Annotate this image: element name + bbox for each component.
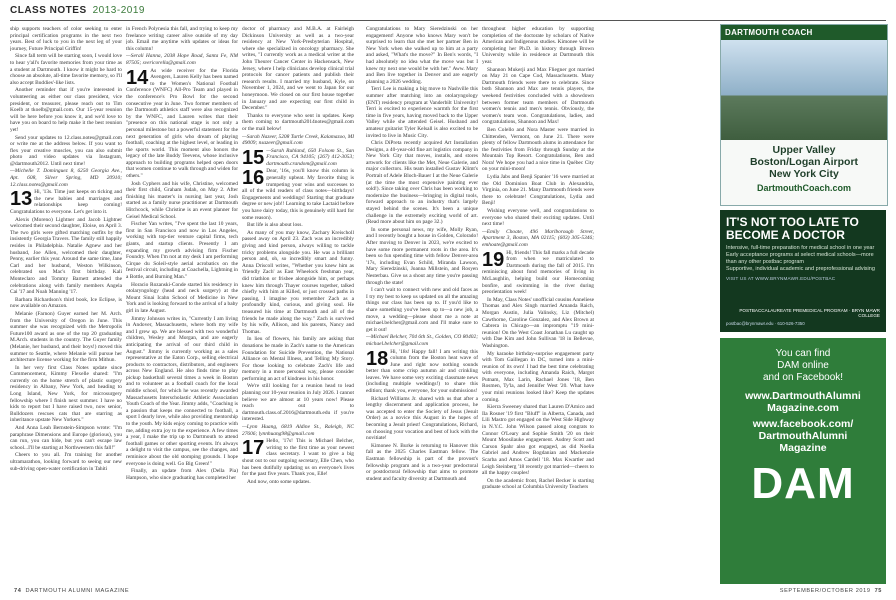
destination-nyc: New York City <box>769 168 839 180</box>
ad-bullet: Supportive, individual academic and preprofessional advising <box>726 266 875 272</box>
url-part: DartmouthAlumni <box>758 430 848 442</box>
paragraph: Terri Lee is making a big move to Nashville this summer after matching into an otolaryngology (ENT) residency program at Vanderbilt University! Terri is excited to experience warmth for the first time in five years, having moved back to the Upper Valley while she attended Geisel. Husband and amateur guitarist Tyler Kelsall is also excited to be invited to live in Music City. <box>366 86 478 139</box>
destination-upper-valley: Upper Valley <box>772 144 836 156</box>
paragraph: And now, onto some updates. <box>247 478 311 485</box>
section-title-text: CLASS NOTES <box>10 5 87 16</box>
paragraph: In some personal news, my wife, Molly Ryan, and I recently bought a house in Golden, Colorado! After moving to Denver in 2023, we're excited to have some more permanent roots in the area. It's been so fun spending time with fellow Denver-area '17s, including Evan Schild, Miranda Lawson, Mary Sieredzinski, Joanna Millstein, and Rosyen Nesterbau. Give us a shout any time you're passing through the state! <box>366 226 478 286</box>
paragraph: We're still looking for a reunion head to lead planning our 10-year reunion in July 2026. I cannot believe we are almost at 10 years now! Please reach out to dartmouth.class.of.2016@dartmouth.edu if you're interested. <box>242 383 354 423</box>
paragraph: Cheers to you all. I'm training for another ultramarathon, looking forward to seeing our new sub-driving open-water certification in Tahiti <box>10 452 122 472</box>
paragraph: Send your updates to 12.class.notes@gmail.com or write me at the address below. If you want to flex your creative muscles, you can also submit photo and video updates via Instagram, @dartmouth2012. Until next time! <box>10 134 122 167</box>
section-years: 2013-2019 <box>92 5 145 16</box>
footer-left <box>10 588 129 594</box>
ad-destinations <box>721 140 887 180</box>
text-column-3 <box>242 26 354 582</box>
footer-right <box>780 588 886 594</box>
paragraph: ship supports teachers of color seeking to enter principal certification programs in the next two years. Best of luck to you in the next leg of your journey, Future Principal Griffin! <box>10 26 122 52</box>
paragraph: Fischer Yan writes, "I've spent the last 10 years, first in San Francisco and now in Los Angeles, working with top-tier venture capital firms, tech giants, and startup clients. Presently I am expanding my growth advising firm Fischer Foundry. When I'm not at my desk I am performing Cirque du Soleil-style aerial acrobatics on the festival circuit, including at Coachella, Lightning in a Bottle, and Burning Man." <box>126 221 238 280</box>
paragraph: Kimonee N. Burke is returning to Hanover this fall as the 2025 Charles Eastman fellow. The Eastman fellowship is part of the provost's fellowship program and is a two-year predoctoral or postdoctoral fellowship that aims to promote student and faculty diversity at Dartmouth and <box>366 442 478 482</box>
ad-column <box>720 24 886 584</box>
facebook-link[interactable] <box>720 414 886 454</box>
paragraph <box>242 168 354 221</box>
paragraph <box>366 349 478 395</box>
paragraph-text: Hi, friends! This fall marks a full decade from when we matriculated to Dartmouth during the fall of 2015. I'm reminiscing about fond memories of living in McLaughlin, helping build our Homecoming bonfire, and swimming in the river during preorientation week! <box>482 249 594 296</box>
paragraph: throughout higher education by supporting completion of the doctorate by scholars of Native American and Indigenous studies. Kimonee will be completing her Ph.D. in history through Brown University while in residence at Dartmouth this year. <box>482 26 594 65</box>
ad-bullet: Intensive, full-time preparation for medical school in one year <box>726 245 875 251</box>
magazine-name: DARTMOUTH ALUMNI MAGAZINE <box>25 588 130 594</box>
greeting: Hi, '13s. <box>34 189 53 196</box>
paragraph: Congratulations to Mary Sieredzinski on her engagement! Anyone who knows Mary won't be surprised to learn that she met her partner Ben in New York when she walked up to him at a party and asked, "What's the move?" In Ben's words, "I had absolutely no idea what the move was but I knew my next one would be with her." Aww. Mary and Ben live together in Denver and are eagerly planning a 2026 wedding. <box>366 26 478 85</box>
paragraph: Shannon Mukerji and Max Fliegner got married on May 21 on Cape Cod, Massachusetts. Many Dartmouth friends were there to celebrate. Since both Shannon and Max are tennis players, the weekend festivities concluded with a showdown between former team members of Dartmouth women's tennis and men's tennis. Obviously, the women's team won. Congratulations, ladies, and congratulations, Shannon and Max! <box>482 66 594 126</box>
bus-photo <box>721 40 887 140</box>
text-column-4 <box>366 26 478 582</box>
paragraph-text: As wide receiver for the Florida Avengers, Lauren Kelly has been named to the Women's National Football Conference (WNFC) All-Pro Team and played in the conference's Pro Bowl for the second consecutive year in June. Two former members of the Dartmouth athletics staff were also recognized by the WNFC, and Lauren writes that their "presence on this national stage is not only a personal milestone but a powerful statement for the next generation of girls who dream of playing football, coaching at the highest level, or leading in the sports world. This moment also honors the legacy of the late Buddy Teevens, whose inclusive approach to building programs helped open doors that women continue to walk through and widen for others." <box>126 67 238 180</box>
text-column-5 <box>482 26 594 582</box>
signature: —Sarah Nazeer, 5208 Turtle Creek, Kalamazoo, MI 49009; nsazeer@gmail.com <box>242 133 354 147</box>
url-part: www.DartmouthAlumni <box>745 390 861 402</box>
url-part: Magazine <box>779 442 827 454</box>
paragraph: Ben Colello and Nora Master were married in Chittenden, Vermont, on June 21. There were plenty of fellow Dartmouth alums in attendance for the festivities from Friday through Sunday at the Mountain Top Resort. Congratulations, Ben and Nora! We hope you had a nice time in Québec City on your mini-moon! <box>482 126 594 173</box>
paragraph: Lydia Jabs and Benji Spanier '16 were married at the Old Dominion Boat Club in Alexandria, Virginia, on June 21. Many Dartmouth friends were there to celebrate! Congratulations, Lydia and Benji! <box>482 174 594 207</box>
dartmouth-coach-ad[interactable] <box>720 24 888 206</box>
greeting: Hi, '18s! <box>390 348 410 355</box>
paragraph <box>126 68 238 180</box>
bryn-mawr-logo: POSTBACCALAUREATE PREMEDICAL PROGRAM · BRYN MAWR COLLEGE <box>739 308 880 318</box>
url-part: Magazine.com <box>767 402 839 414</box>
class-year-numeral: 16 <box>242 167 265 190</box>
dam-logo: DAM <box>751 459 855 508</box>
page-number-right: 75 <box>874 588 882 594</box>
paragraph: doctor of pharmacy and M.B.A. at Fairleigh Dickinson University as well as a two-year residency at New York-Presbyterian Hospital, where she specialized in oncology pharmacy. She writes, "I currently work as a medical writer at the John Theurer Cancer Center in Hackensack, New Jersey, where I help clinicians develop clinical trial protocols for cancer patients and publish their research results. I married my husband, Kyle, on November 1, 2024, and we went to Japan for our honeymoon. We closed on our first house together in January and are expecting our first child in December." <box>242 26 354 112</box>
paragraph: Wishing everyone well, and congratulations to everyone who shared their exciting updates. Until next time! <box>482 208 594 228</box>
signature: —Serali Hanna, 2038 Hope Road, Santa Fe, NM 87505; svericorella@gmail.com <box>126 53 238 66</box>
paragraph-text: Hello, '17s! This is Michael Belcher, writing to the first time as your newest class secretary. I want to give a big shout out to our outgoing secretary, Elle Chen, who has been dutifully updating us on everyone's lives for the past five years. Thank you, Elle! <box>242 438 354 478</box>
paragraph: Thanks to everyone who sent in updates. Keep them coming to dartmouth2014notes@gmail.com or the mail below! <box>242 112 354 132</box>
signature: —Emily Choate, 496 Marlborough Street, Apartment 3, Boston, MA 02115; (603) 305-5346; emhoate@gmail.com <box>482 228 594 248</box>
paragraph: But life is also about loss. <box>247 222 303 229</box>
paragraph: Another reminder that if you're interested in volunteering as either our class president, vice president, or treasurer, please reach out to Tim Koelb at tkoelb@gmail.com. Our 15-year reunion will be here before you know it, and we'd love to have you on board to help make it the best reunion yet! <box>10 87 122 133</box>
paragraph-text: Time just keeps on ticking and the new babies and marriages and relationships keep coming! Congratulations to everyone. Let's get into it. <box>10 189 122 216</box>
class-year-numeral: 17 <box>242 437 265 460</box>
paragraph: in French Polynesia this fall, and trying to keep my freelance writing career alive outside of my day job. Email me anytime with updates or ideas for this column! <box>126 26 238 52</box>
paragraph: In May, Class Notes' unofficial cousins Anneliese Thomas and Alex Singh married Amanda Raich, Morgan Austin, Julia Valinsky, Liz (Mitchel) Cawthorne, Caroline Gonzalez, and Alex Brown at Cabrera in Chicago—an impromptu "19 mini-reunion! On the West Coast Jonathan Lu caught up with Dae Kim and John Sullivan '18 in Bellevue, Washington. <box>482 296 594 349</box>
paragraph-text: Happy fall! I am writing this column from the Boston heat wave of June and right now nothing sounds better than some crisp autumn air and crinkling leaves. We have some very exciting classmate news (including multiple weddings!) to share this edition; thank you, everyone, for your submissions! <box>366 348 478 395</box>
class-year-numeral: 13 <box>10 188 33 211</box>
paragraph-text: Dear, '16s, you'll know this column is generally upbeat. My favorite thing is trumpeting your wins and successes to all of the wild readers of class notes—birthdays! Engagements and weddings! Starting that graduate degree or new job!! Learning to take Lactaid before you have dairy today, this is genuinely still hard for some reason). <box>242 168 354 221</box>
paragraph <box>242 438 354 478</box>
paragraph: Josh Cyphers and his wife, Christine, welcomed their first child, Graham Judah, on May 2. After finishing his master's in nursing last year, Josh started as a family nurse practitioner at Dartmouth Hitchcock, while Christine is an event planner for Geisel Medical School. <box>126 180 238 220</box>
paragraph: Alexis (Moreno) Lightner and Jacob Lightner welcomed their second daughter, Eloise, on April 3. The two girls were gifted matching outfits by the insistently Georgia Travers. The family still happily resides in Philadelphia. Natalie Agnew and her husband, Joe Allen, welcomed their daughter, Penny, earlier this year. Around the same time, Jane Carl and her husband, Weston Wilkinson, celebrated son Mac's first birthday. Kali Monteclaro and Tommy Barnett attended the celebrations along with family members Angela Cai '17 and Noah Manning '17. <box>10 216 122 296</box>
issue-date: SEPTEMBER/OCTOBER 2019 <box>779 588 871 594</box>
paragraph: Barbara Richardson's third book, Ice Eclipse, is now available on Amazon. <box>10 296 122 310</box>
paragraph: Melanie (Farnon) Guyer earned her M. Arch. from the University of Oregon in June. This summer she was recognized with the Metropolis Future100 award as one of the top 20 graduating M.Arch. students in the country. The Guyer family (Melanie, her husband, and their boys!) moved this summer to Seattle, where Melanie will pursue her architecture license working for the firm Mithun. <box>10 310 122 364</box>
paragraph: Chris DiPreta recently acquired Art Installation Designs, a 40-year-old fine art logistics company in New York City that moves, installs, and stores artwork for clients like the Met, Neue Galerie, and major collectors. His team installed Gustav Klimt's Portrait of Adele Bloch-Bauer I at the Neue Galerie (at the time the most expensive painting ever sold!). Since taking over Chris has been working to modernize the business—bringing in digital tools, forward approach to an industry that's largely stayed behind the scenes. It's been a unique challenge in the extremely exciting world of art. (Read more about him on page 32.) <box>366 140 478 226</box>
postbac-ad[interactable] <box>720 210 886 332</box>
signature: —Michael Belcher, 704 6th St., Golden, CO 80402; michael.belcher@gmail.com <box>366 334 478 347</box>
paragraph: As many of you may know, Zachary Kreischoll passed away on April 23. Zach was an incredibly giving and kind person, always willing to tackle tricky problems alongside you. He was a brilliant person and, oh, so incredibly smart and funny. Anna Driscoll writes, "Whether you knew him as 'friendly Zach' as East Wheelock freshman year, did triathlon or frisbee alongside him, or perhaps knew him through Thayer courses together, talked chiefly with him at Killed, or just crossed paths in passing, I imagine you remember Zach as a profoundly kind, curious, and giving soul. He treasured his time at Dartmouth and all of the friends he made along the way." Zach is survived by his wife, Allison, and his parents, Nancy and Thomas. <box>242 229 354 335</box>
paragraph: Finally, an update from Alex (Della Pia) Hampson, who since graduating has completed her <box>126 468 238 481</box>
paragraph: And Anna Leah Bernstein-Simpson wrote: "I'm paraphrase Dimensions and Europe (glorious), you can run, you can hide, but you can't escape law school...I'll be starting at Northwestern this fall!" <box>10 425 122 451</box>
website-link[interactable] <box>720 384 886 414</box>
paragraph: Kierra Sweeney shared that Lauren D'Amico and Ila Rosner '19 first "Bluff" in Alberta, Canada, and Lili Mastro got engaged on the West Side Highway in N.Y.C. John Wilson passed along congrats to Connor O'Leary and Sophie Smith '20 on their Mount Moosilauke engagement. Audrey Scott and Carson Spahr also got engaged, as did Noelia Gabriel and Andrew Bogdanian and Mackenzie Scarba and Amos Cardell '18. Max Kwartler and Leigh Steinberg '18 recently got married—cheers to all the happy couples! <box>482 404 594 477</box>
paragraph: In her very first Class Notes update since Commencement, Kimmy Flexelle shared: "I'm currently on the home stretch of plastic surgery residency in Albany, New York, and heading to Long Island, New York, for microsurgery fellowship where I finish next summer. I have no kids to report but I have raised two, now senior, Bulldozers rescues cats that are starring as inheritance upstate New Yorkers." <box>10 364 122 424</box>
paragraph: Jimmy Johnson writes in, "Currently I am living in Andover, Massachusetts, where both my wife and I grew up. We are blessed with two wonderful children, Wesley and Morgan, and are eagerly anticipating the arrival of our third child in August." Jimmy is currently working as a sales representative at the Eaton Corp., selling electrical products to contractors, distributors, and engineers across New England. He also finds time to play pickup basketball several times a week in Boston and to volunteer as a football coach for the local middle school, for which he was recently awarded Massachusetts Interscholastic Athletic Association Youth Coach of the Year. Jimmy adds, "Coaching is a passion that keeps me connected to football, a sport I dearly love, while also providing mentorship to the youth. My kids enjoy coming to practice with me, adding extra joy to the experience. A few times a year, I make the trip up to Dartmouth to attend football games or other sporting events. It's always a delight to visit the campus, see the changes, and reminisce about the old stomping grounds. I hope everyone is doing well. Go Big Green!" <box>126 315 238 467</box>
paragraph: In lieu of flowers, his family are asking that donations be made in Zach's name to the American Foundation for Suicide Prevention, the National Alliance on Mental Illness, and Telling My Story. For those looking to celebrate Zach's life and memory in a more personal way, please consider performing an act of kindness in his honor. <box>242 336 354 382</box>
paragraph: On the academic front, Rachel Becker is starting graduate school at Columbia University Teachers <box>482 477 594 491</box>
paragraph <box>242 148 354 168</box>
ad-line: DAM online <box>777 360 829 371</box>
paragraph: Since fall term will be starting soon, I would love to hear y'all's favorite memories from your time as a student at Dartmouth. I know it might be hard to choose an absolute, all-time favorite memory, so I'll also accept Buddies'-like lists. <box>10 53 122 86</box>
paragraph <box>482 250 594 296</box>
signature: —Sarah Ruhland, 650 Folsom St., San Francisco, CA 94105; (267) 412-3053; dartmouth.crandom@gmail.com <box>266 147 354 167</box>
ad-line: and on Facebook! <box>762 372 844 383</box>
dam-online-ad[interactable] <box>720 338 886 584</box>
paragraph <box>10 189 122 215</box>
destination-boston: Boston/Logan Airport <box>749 156 859 168</box>
ad-line: You can find <box>775 348 831 359</box>
signature: —Michelle T. Dominguez 8, 6250 Georgia Ave., Apt. 608, Silver Spring, MD 20910; 12.class.notes@gmail.com <box>10 168 122 188</box>
paragraph: Horacio Rozanski-Conde started his residency in otolaryngology (head and neck surgery) at the Mount Sinai Icahn School of Medicine in New York and is looking forward to the arrival of a baby girl in late August. <box>126 281 238 314</box>
ad-headline: IT'S NOT TOO LATE TO BECOME A DOCTOR <box>726 215 859 242</box>
header-rule <box>10 20 886 21</box>
ad-contact: postbac@brynmawr.edu · 610-526-7350 <box>726 321 805 326</box>
ad-url[interactable]: VISIT US AT WWW.BRYNMAWR.EDU/POSTBAC <box>726 276 836 281</box>
page-number-left: 74 <box>14 588 22 594</box>
section-title <box>10 5 145 16</box>
signature: —Lynn Huang, 6819 Aldine St., Raleigh, NC 27606; lynnhuang98@gmail.com <box>242 424 354 437</box>
ad-bullet: Early acceptance programs at select medical schools—more than any other postbac program <box>726 252 874 265</box>
page-header <box>0 0 896 22</box>
url-part: www.facebook.com/ <box>752 418 854 430</box>
ad-header: DARTMOUTH COACH <box>721 25 887 40</box>
class-year-numeral: 18 <box>366 347 389 370</box>
paragraph: Richard Williams Jr. shared with us that after a lengthy discernment and application process, he was accepted to enter the Society of Jesus (Jesuit Order) as a novice this August in the hopes of becoming a Jesuit priest! Congratulations, Richard, on choosing your vocation and best of luck with the novitiate! <box>366 395 478 442</box>
paragraph: I can't wait to connect with new and old faces as I try my best to keep us updated on all the amazing things our class has been up to. If you'd like to share something you've been up to—a new job, a move, a wedding—please shoot me a note at michael.belcher@gmail.com and I'll make sure to get it out! <box>366 287 478 333</box>
text-column-2 <box>126 26 238 582</box>
ad-intro <box>720 338 886 384</box>
class-year-numeral: 19 <box>482 248 505 271</box>
paragraph: My karaoke birthday-surprise engagement party with Tom Gaillegan in DC, turned into a mini-reunion of its own! I had the best time celebrating with everyone, including Amanda Raich, Margot Putnam, Max Larin, Rachael Jones '18, Ben Rosmen, Ty'la, and Jennifer West '20. What have your mini reunions looked like? Keep the updates coming. <box>482 350 594 403</box>
class-year-numeral: 14 <box>126 66 149 89</box>
ad-url[interactable]: DartmouthCoach.com <box>756 183 851 193</box>
text-column-1 <box>10 26 122 582</box>
class-year-numeral: 15 <box>242 146 265 169</box>
